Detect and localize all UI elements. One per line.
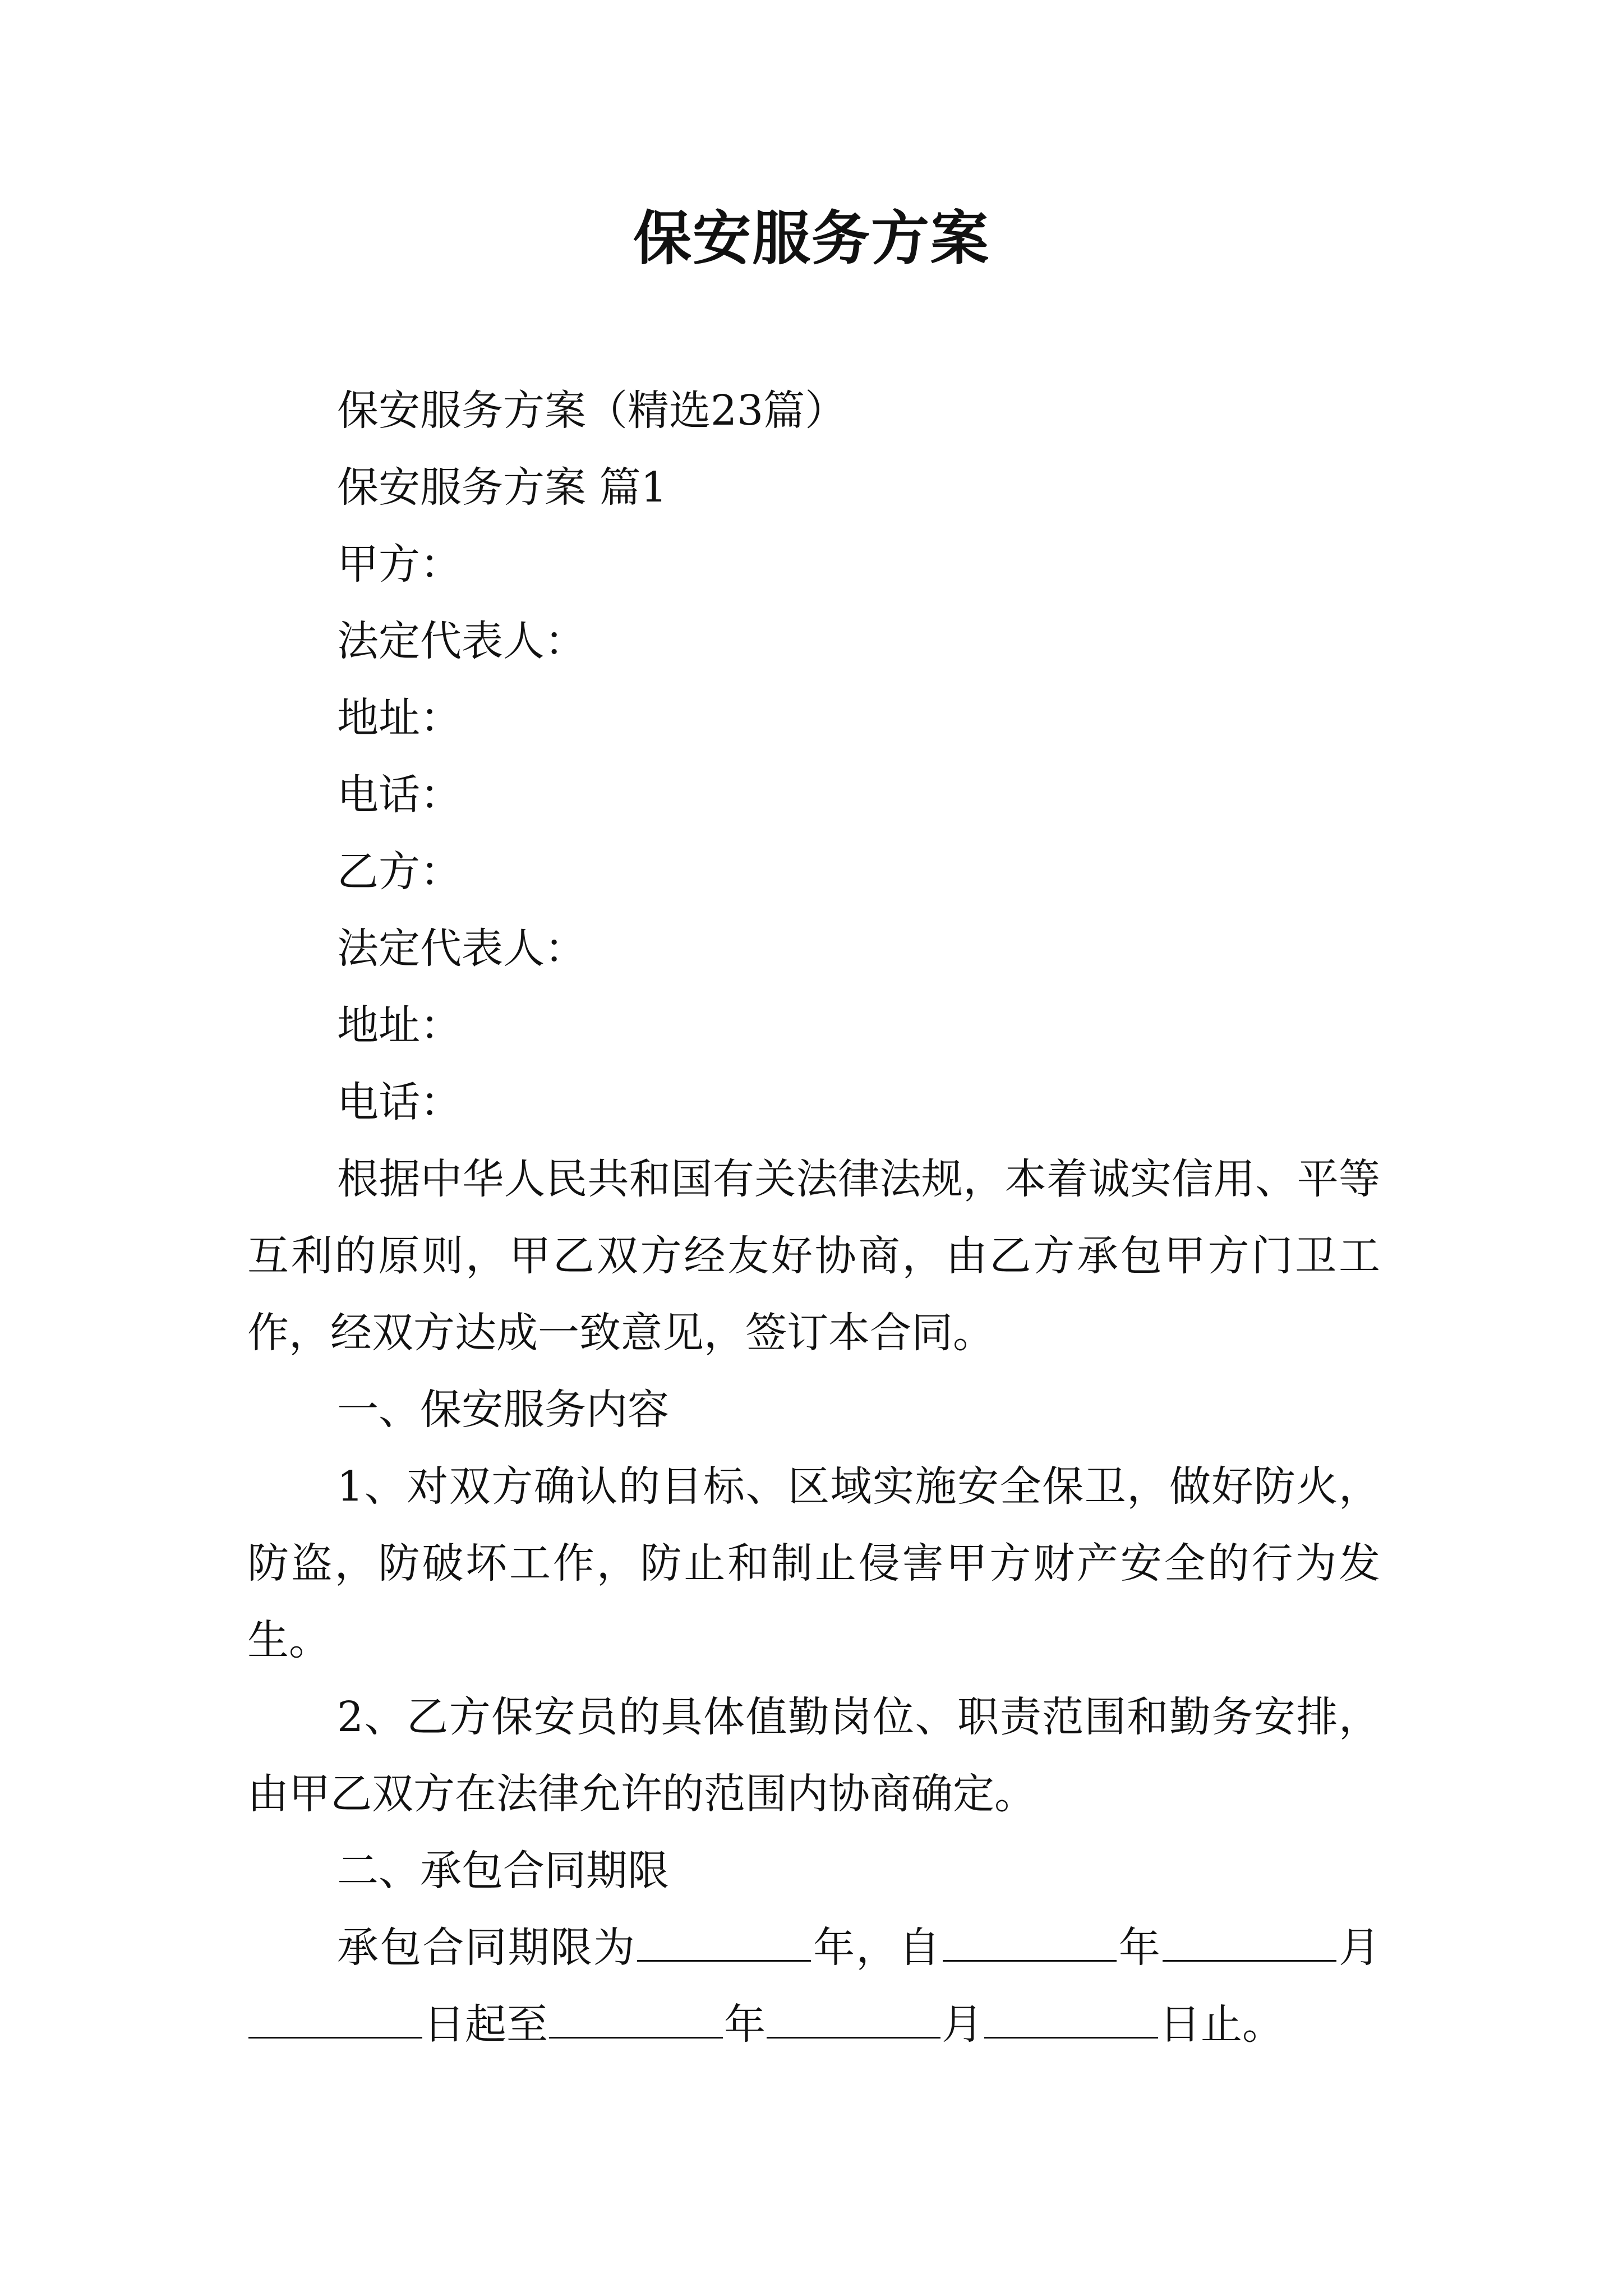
party-b-rep: 法定代表人： [337, 924, 586, 973]
party-b-phone: 电话： [337, 1078, 462, 1126]
party-a-address: 地址： [337, 694, 462, 742]
party-b-label: 乙方： [337, 848, 462, 896]
party-a-rep: 法定代表人： [337, 617, 586, 665]
start-day-to: 日起至 [423, 2000, 548, 2049]
subtitle: 保安服务方案（精选23篇） [337, 386, 847, 435]
start-month-label: 月 [1337, 1924, 1381, 1972]
start-year-label: 年 [1117, 1924, 1161, 1972]
start-month-blank [1163, 1926, 1336, 1962]
intro-paragraph: 根据中华人民共和国有关法律法规，本着诚实信用、平等互利的原则，甲乙双方经友好协商，由乙方承包甲方门卫工作，经双方达成一致意见，签订本合同。 [247, 1155, 1380, 1357]
end-day-label: 日止。 [1159, 2000, 1284, 2049]
term-years-blank [637, 1926, 811, 1962]
end-day-blank [984, 2003, 1158, 2039]
term-year-from: 年，自 [812, 1924, 942, 1972]
end-year-label: 年 [724, 2000, 766, 2049]
section1-item2: 2、乙方保安员的具体值勤岗位、职责范围和勤务安排，由甲乙双方在法律允许的范围内协商确定。 [247, 1693, 1380, 1818]
section-heading: 保安服务方案 篇1 [337, 463, 667, 512]
start-day-blank [248, 2003, 422, 2039]
end-month-blank [767, 2003, 940, 2039]
end-month-label: 月 [942, 2000, 983, 2049]
party-a-label: 甲方： [337, 540, 462, 588]
start-year-blank [943, 1926, 1117, 1962]
party-a-phone: 电话： [337, 771, 462, 819]
document-title: 保安服务方案 [633, 204, 990, 273]
party-b-address: 地址： [337, 1001, 462, 1050]
term-prefix: 承包合同期限为 [337, 1924, 636, 1972]
section1-item1: 1、对双方确认的目标、区域实施安全保卫，做好防火，防盗，防破坏工作，防止和制止侵害甲方财产安全的行为发生。 [247, 1462, 1380, 1664]
section1-heading: 一、保安服务内容 [337, 1386, 669, 1434]
end-year-blank [549, 2003, 723, 2039]
document-body [247, 372, 1380, 2063]
contract-term-paragraph [247, 1910, 1380, 2063]
section2-heading: 二、承包合同期限 [337, 1847, 669, 1895]
